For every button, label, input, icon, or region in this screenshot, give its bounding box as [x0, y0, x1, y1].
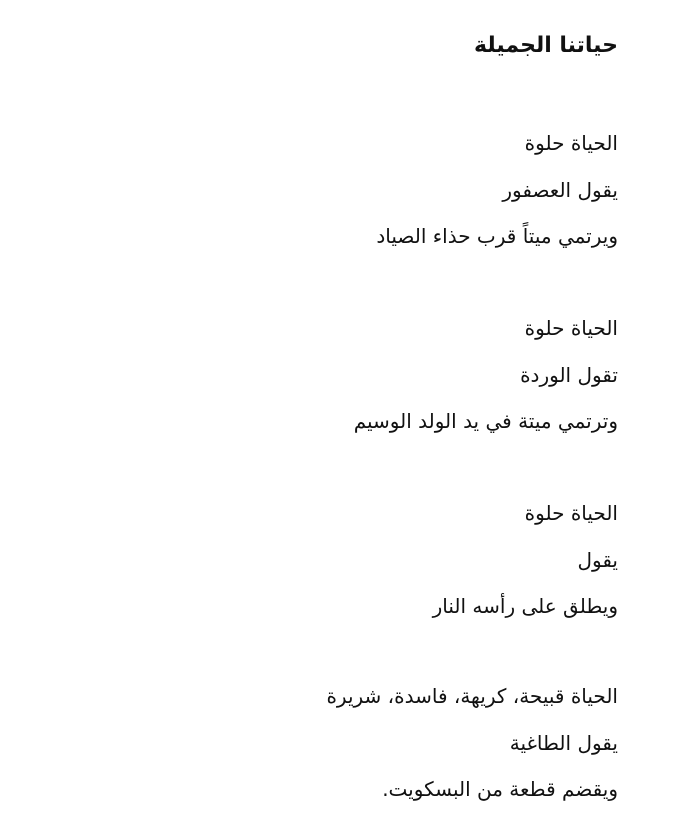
stanza-1	[58, 120, 618, 260]
stanza-4-line-1: الحياة قبيحة، كريهة، فاسدة، شريرة	[326, 684, 618, 708]
stanza-2-line-2: تقول الوردة	[520, 362, 618, 387]
stanza-3-line-1: الحياة حلوة	[524, 501, 618, 525]
stanza-4-line-3: ويقضم قطعة من البسكويت.	[382, 777, 618, 801]
stanza-4	[58, 673, 618, 813]
stanza-3-line-3: ويطلق على رأسه النار	[432, 594, 618, 618]
poem-title: حياتنا الجميلة	[474, 33, 618, 58]
stanza-2-line-1: الحياة حلوة	[524, 316, 618, 340]
stanza-1-line-3: ويرتمي ميتاً قرب حذاء الصياد	[376, 224, 618, 248]
stanza-1-line-2: يقول العصفور	[502, 177, 618, 202]
stanza-3-line-2: يقول	[577, 547, 618, 572]
stanza-1-line-1: الحياة حلوة	[524, 131, 618, 155]
stanza-2-line-3: وترتمي ميتة في يد الولد الوسيم	[353, 409, 618, 433]
stanza-2	[58, 305, 618, 445]
stanza-4-line-2: يقول الطاغية	[509, 730, 618, 755]
stanza-3	[58, 490, 618, 630]
